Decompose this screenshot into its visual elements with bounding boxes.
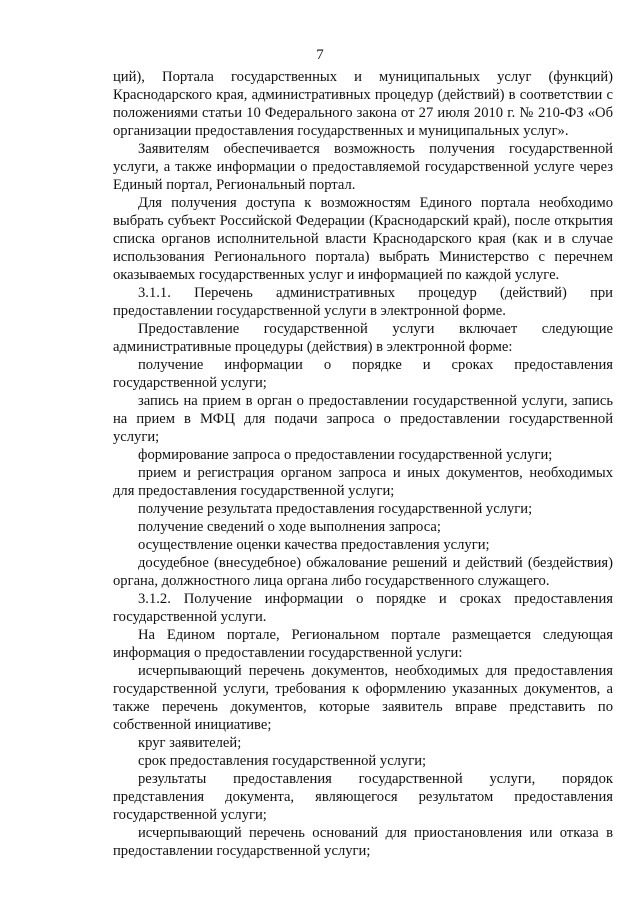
paragraph: На Едином портале, Региональном портале размещается следующая информация о предоставлении государственной услуги: — [113, 627, 613, 661]
list-item: исчерпывающий перечень оснований для приостановления или отказа в предоставлении государственной услуги; — [113, 825, 613, 859]
list-item: получение информации о порядке и сроках предоставления государственной услуги; — [113, 357, 613, 391]
list-item: формирование запроса о предоставлении государственной услуги; — [138, 447, 553, 463]
list-item: круг заявителей; — [138, 735, 242, 751]
paragraph: 3.1.2. Получение информации о порядке и сроках предоставления государственной услуги. — [113, 591, 613, 625]
list-item: получение сведений о ходе выполнения запроса; — [138, 519, 441, 535]
paragraph: 3.1.1. Перечень административных процедур (действий) при предоставлении государственной услуги в электронной форме. — [113, 285, 613, 319]
list-item: запись на прием в орган о предоставлении государственной услуги, запись на прием в МФЦ для подачи запроса о предоставлении государственной услуги; — [113, 393, 613, 445]
list-item: досудебное (внесудебное) обжалование решений и действий (бездействия) органа, должностного лица органа либо государственного служащего. — [113, 555, 613, 589]
list-item: результаты предоставления государственной услуги, порядок представления документа, являющегося результатом предоставления государственной услуги; — [113, 771, 613, 823]
page-number: 7 — [316, 47, 324, 63]
list-item: исчерпывающий перечень документов, необходимых для предоставления государственной услуги, требования к оформлению указанных документов, а также перечень документов, которые заявитель вправе представить по собственной инициативе; — [113, 663, 613, 733]
paragraph: Для получения доступа к возможностям Единого портала необходимо выбрать субъект Российской Федерации (Краснодарский край), после открытия списка органов исполнительной власти Краснодарского края (как и в случае использования Регионального портала) выбрать Министерство с перечнем оказываемых государственных услуг и информацией по каждой услуге. — [113, 195, 613, 283]
paragraph: ций), Портала государственных и муниципальных услуг (функций) Краснодарского края, административных процедур (действий) в соответствии с положениями статьи 10 Федерального закона от 27 июля 2010 г. № 210-ФЗ «Об организации предоставления государственных и муниципальных услуг». — [113, 69, 613, 139]
paragraph: Предоставление государственной услуги включает следующие административные процедуры (действия) в электронной форме: — [113, 321, 613, 355]
list-item: срок предоставления государственной услуги; — [138, 753, 427, 769]
document-body — [113, 68, 613, 860]
list-item: прием и регистрация органом запроса и иных документов, необходимых для предоставления государственной услуги; — [113, 465, 613, 499]
list-item: получение результата предоставления государственной услуги; — [138, 501, 533, 517]
paragraph: Заявителям обеспечивается возможность получения государственной услуги, а также информации о предоставляемой государственной услуге через Единый портал, Региональный портал. — [113, 141, 613, 193]
list-item: осуществление оценки качества предоставления услуги; — [138, 537, 490, 553]
